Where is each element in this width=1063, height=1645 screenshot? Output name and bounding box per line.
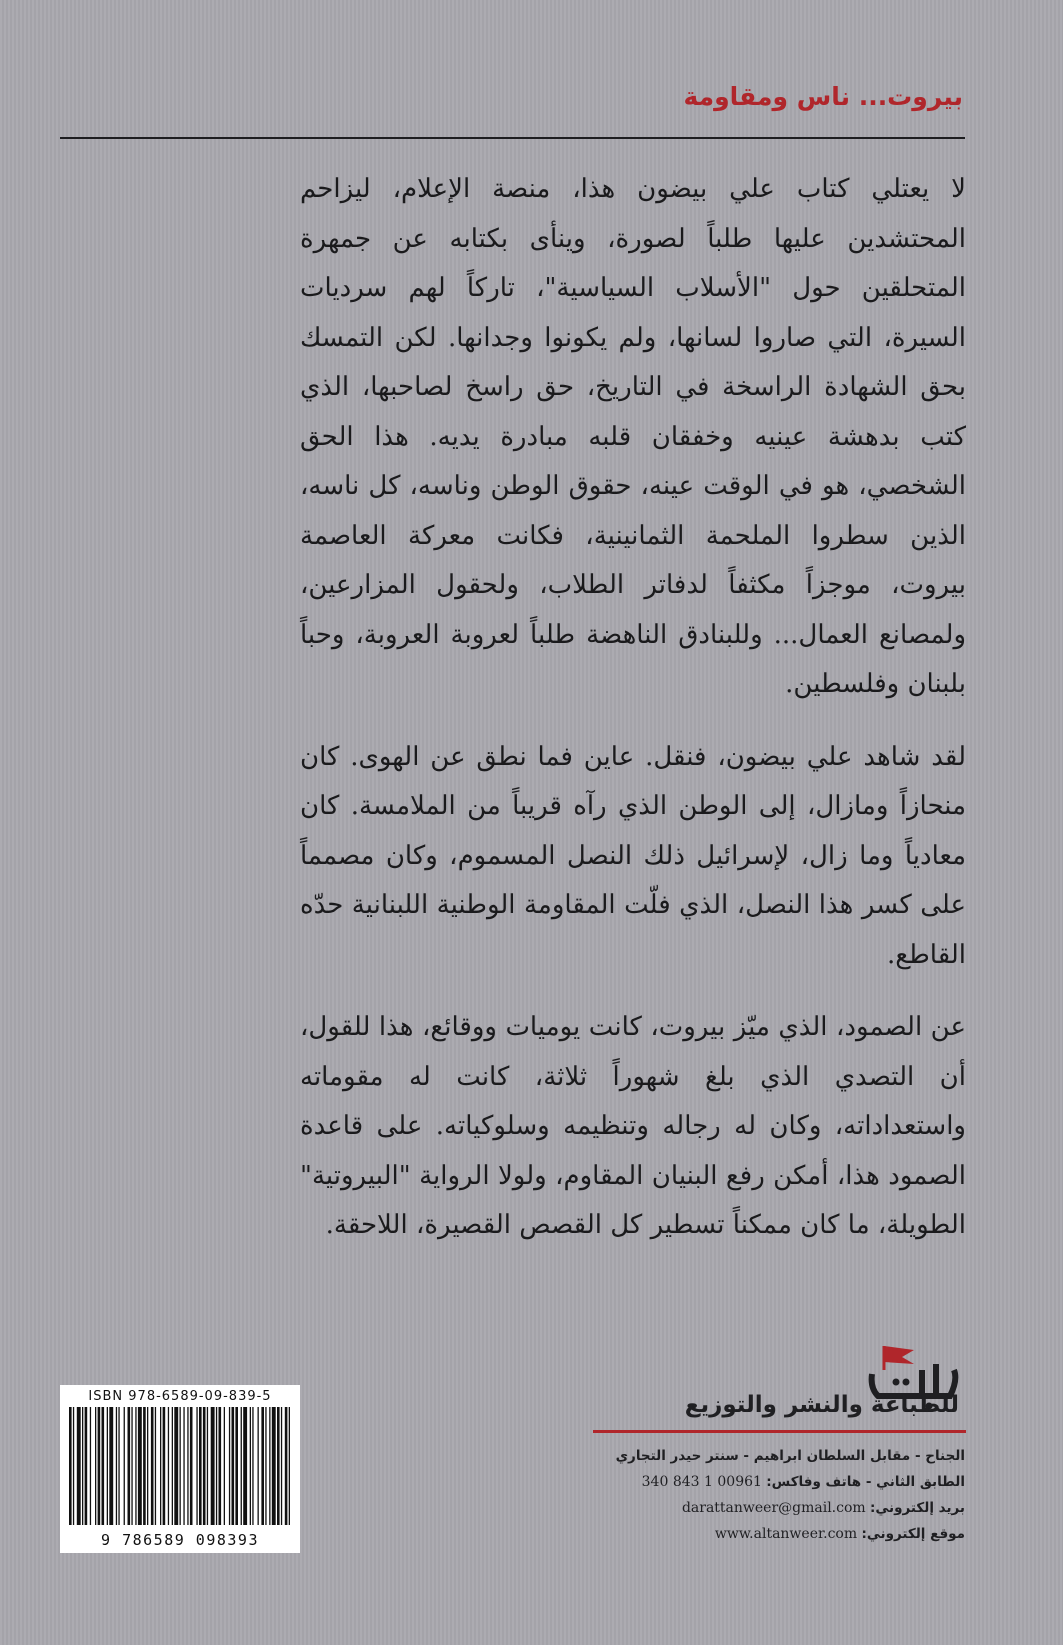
- barcode-bar: [232, 1407, 235, 1525]
- title-divider: [60, 137, 965, 139]
- barcode-bar: [168, 1407, 169, 1525]
- barcode-bar: [85, 1407, 88, 1525]
- barcode-bar: [135, 1407, 136, 1525]
- book-title: بيروت... ناس ومقاومة: [683, 82, 963, 111]
- barcode-bar: [118, 1407, 119, 1525]
- blurb-paragraph-3: عن الصمود، الذي ميّز بيروت، كانت يوميات ووقائع، هذا للقول، أن التصدي الذي بلغ شهوراً ثلاثة، كانت له مقوماته واستعداداته، وكان له رجاله وتنظيمه وسلوكياته. على قاعدة الصمود هذا، أمكن رفع البنيان المقاوم، ولولا الرواية "البيروتية" الطويلة، ما كان ممكناً تسطير كل القصص القصيرة، اللاحقة.: [300, 1012, 966, 1240]
- barcode-bar: [124, 1407, 125, 1525]
- barcode-bar: [211, 1407, 215, 1525]
- barcode-bar: [241, 1407, 242, 1525]
- publisher-name: للطباعة والنشر والتوزيع: [684, 1392, 959, 1418]
- barcode-bar: [207, 1407, 208, 1525]
- barcode-bar: [155, 1407, 156, 1525]
- barcode-bar: [102, 1407, 105, 1525]
- barcode-bar: [196, 1407, 197, 1525]
- barcode-bar: [190, 1407, 193, 1525]
- barcode-bar: [219, 1407, 222, 1525]
- isbn-barcode: [60, 1385, 300, 1553]
- barcode-bar: [109, 1407, 113, 1525]
- barcode-bars: [65, 1407, 295, 1525]
- barcode-bar: [199, 1407, 202, 1525]
- barcode-bar: [216, 1407, 217, 1525]
- address-line-2: الطابق الثاني - هاتف وفاكس: 00961 1 843 340: [641, 1474, 965, 1490]
- barcode-bar: [151, 1407, 154, 1525]
- barcode-bar: [180, 1407, 181, 1525]
- publisher-divider: [593, 1430, 966, 1433]
- blurb-paragraph-2: لقد شاهد علي بيضون، فنقل. عاين فما نطق عن الهوى. كان منحازاً ومازال، إلى الوطن الذي رآه قريباً من الملامسة. كان معادياً وما زال، لإسرائيل ذلك النصل المسموم، وكان مصمماً على كسر هذا النصل، الذي فلّت المقاومة الوطنية اللبنانية حدّه القاطع.: [300, 741, 966, 970]
- barcode-bar: [73, 1407, 74, 1525]
- barcode-bar: [269, 1407, 270, 1525]
- barcode-bar: [147, 1407, 148, 1525]
- barcode-bar: [235, 1407, 238, 1525]
- address-line-1: الجناح - مقابل السلطان ابراهيم - سنتر حيدر التجاري: [615, 1448, 965, 1464]
- barcode-bar: [138, 1407, 142, 1525]
- barcode-bar: [183, 1407, 184, 1525]
- barcode-bar: [281, 1407, 282, 1525]
- barcode-bar: [203, 1407, 206, 1525]
- barcode-bar: [116, 1407, 117, 1525]
- email-line: بريد إلكتروني: darattanweer@gmail.com: [681, 1500, 965, 1516]
- barcode-bar: [272, 1407, 276, 1525]
- barcode-bar: [82, 1407, 83, 1525]
- blurb-text: [300, 165, 966, 1251]
- barcode-bar: [98, 1407, 101, 1525]
- barcode-bar: [289, 1407, 290, 1525]
- barcode-bar: [107, 1407, 108, 1525]
- phone-number: 00961 1 843 340: [641, 1474, 762, 1490]
- barcode-number: 9 786589 098393: [101, 1531, 259, 1549]
- barcode-bar: [128, 1407, 131, 1525]
- barcode-bar: [285, 1407, 288, 1525]
- barcode-bar: [224, 1407, 225, 1525]
- barcode-bar: [243, 1407, 247, 1525]
- barcode-bar: [160, 1407, 161, 1525]
- website-line: موقع إلكتروني: www.altanweer.com: [714, 1526, 965, 1542]
- barcode-bar: [258, 1407, 259, 1525]
- barcode-bar: [69, 1407, 72, 1525]
- barcode-bar: [265, 1407, 266, 1525]
- email-address[interactable]: darattanweer@gmail.com: [681, 1500, 866, 1516]
- barcode-bar: [131, 1407, 132, 1525]
- publisher-contact: [585, 1443, 965, 1547]
- website-link[interactable]: www.altanweer.com: [714, 1526, 858, 1542]
- barcode-bar: [95, 1407, 96, 1525]
- barcode-bar: [172, 1407, 173, 1525]
- barcode-bar: [90, 1407, 91, 1525]
- barcode-bar: [77, 1407, 81, 1525]
- isbn-label: ISBN 978-6589-09-839-5: [88, 1389, 272, 1404]
- barcode-bar: [250, 1407, 251, 1525]
- barcode-bar: [174, 1407, 178, 1525]
- barcode-bar: [252, 1407, 253, 1525]
- barcode-bar: [187, 1407, 188, 1525]
- barcode-bar: [143, 1407, 146, 1525]
- barcode-bar: [261, 1407, 264, 1525]
- barcode-bar: [277, 1407, 280, 1525]
- blurb-paragraph-1: لا يعتلي كتاب علي بيضون هذا، منصة الإعلام، ليزاحم المحتشدين عليها طلباً لصورة، وينأى بكتابه عن جمهرة المتحلقين حول "الأسلاب السياسية"، تاركاً لهم سرديات السيرة، التي صاروا لسانها، ولم يكونوا وجدانها. لكن التمسك بحق الشهادة الراسخة في التاريخ، حق راسخ لصاحبها، الذي كتب بدهشة عينيه وخفقان قلبه مبادرة يديه. هذا الحق الشخصي، هو في الوقت عينه، حقوق الوطن وناسه، كل ناسه، الذين سطروا الملحمة الثمانينية، فكانت معركة العاصمة بيروت، موجزاً مكثفاً لدفاتر الطلاب، ولحقول المزارعين، ولمصانع العمال... وللبنادق الناهضة طلباً لعروبة العروبة، وحباً بلبنان وفلسطين.: [300, 174, 966, 699]
- barcode-bar: [229, 1407, 230, 1525]
- barcode-bar: [163, 1407, 166, 1525]
